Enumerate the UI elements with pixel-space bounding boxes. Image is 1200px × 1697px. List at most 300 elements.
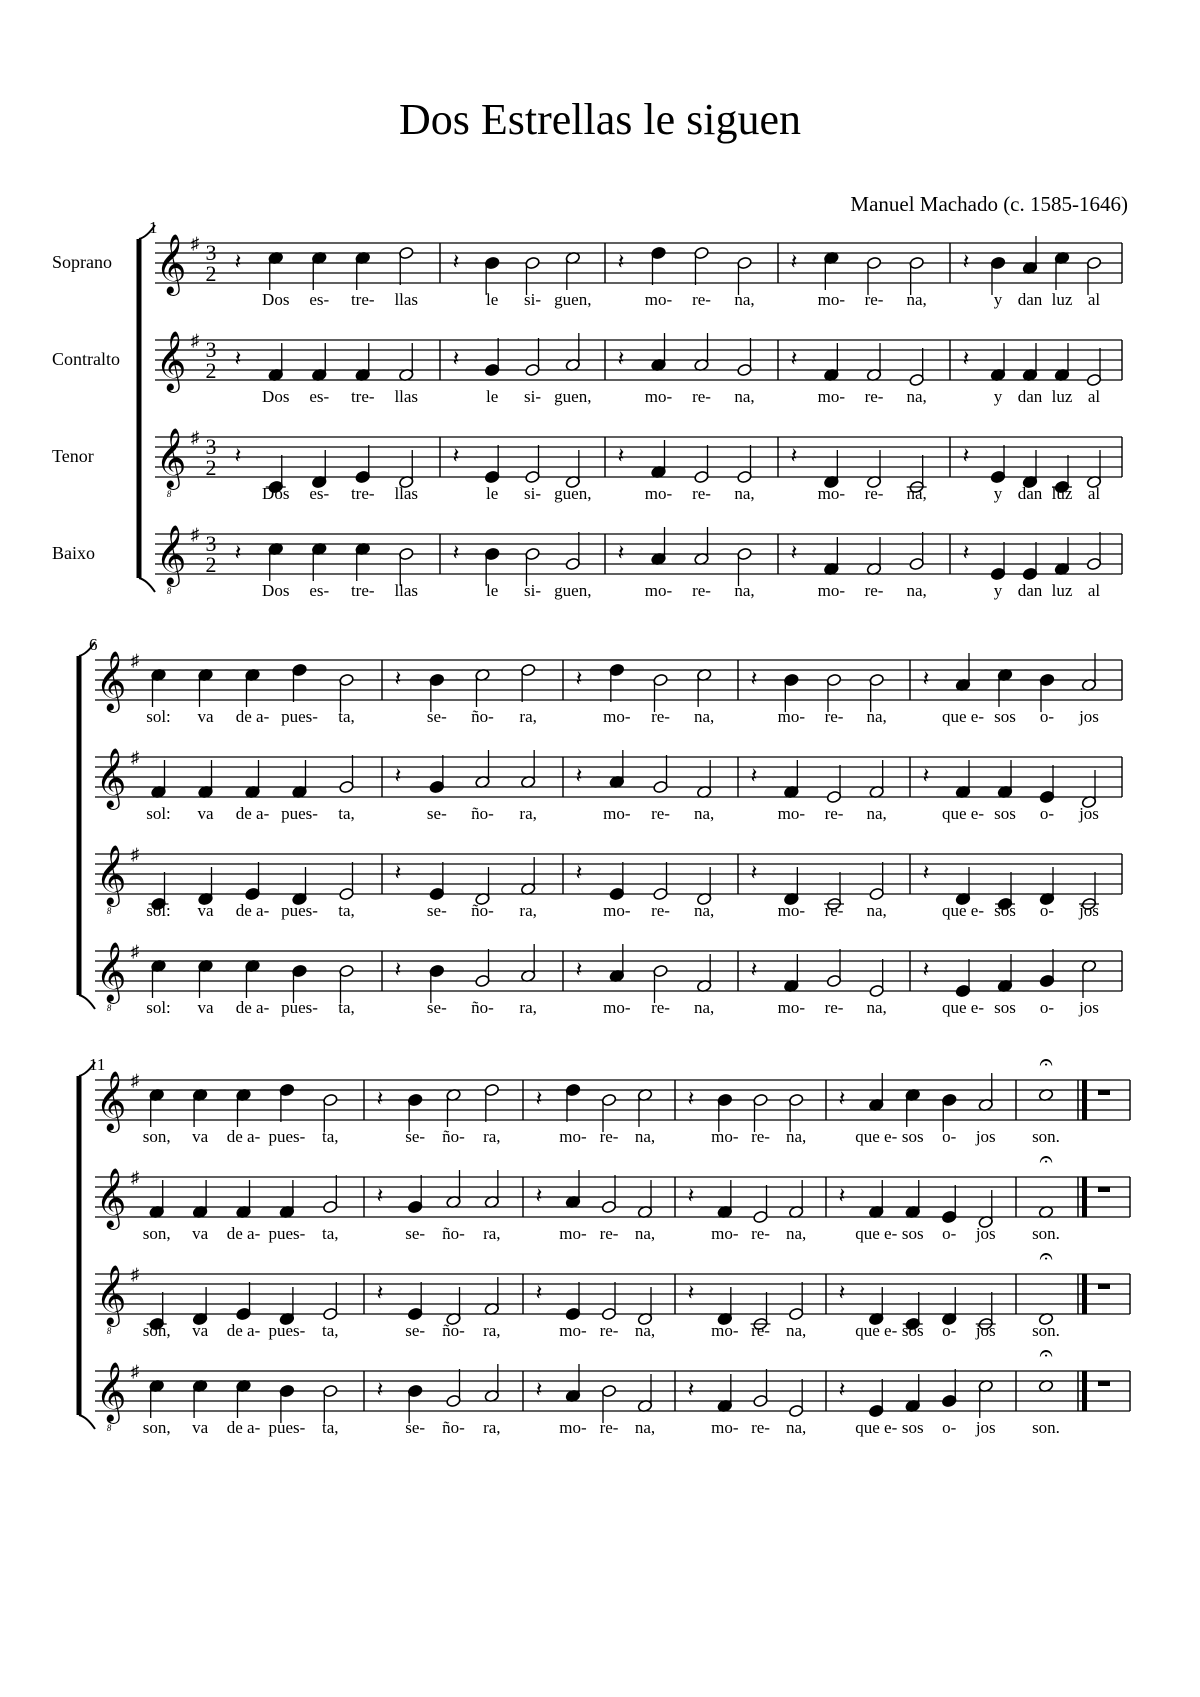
lyric-syllable: re- bbox=[824, 804, 844, 823]
key-signature-sharp-icon: ♯ bbox=[130, 651, 140, 670]
quarter-rest-icon: 𝄽 bbox=[838, 1280, 846, 1305]
lyric-syllable: ta, bbox=[322, 1224, 339, 1243]
voice-name-tenor: Tenor bbox=[52, 446, 94, 466]
lyric-syllable: mo- bbox=[603, 998, 631, 1017]
lyric-syllable: luz bbox=[1051, 484, 1073, 503]
lyric-syllable: sol: bbox=[146, 707, 171, 726]
key-signature-sharp-icon: ♯ bbox=[130, 845, 140, 864]
quarter-rest-icon: 𝄽 bbox=[234, 346, 242, 371]
treble-clef-icon: 𝄞 bbox=[95, 944, 127, 1001]
treble-clef-icon: 𝄞 bbox=[95, 847, 127, 904]
treble-clef-icon: 𝄞 bbox=[95, 1073, 127, 1130]
quarter-rest-icon: 𝄽 bbox=[394, 666, 402, 691]
lyric-syllable: si- bbox=[524, 484, 541, 503]
lyric-syllable: re- bbox=[824, 901, 844, 920]
treble-clef-icon: 𝄞 bbox=[95, 1170, 127, 1227]
lyric-syllable: o- bbox=[1039, 998, 1055, 1017]
lyric-syllable: ta, bbox=[338, 707, 355, 726]
lyric-syllable: guen, bbox=[554, 387, 592, 406]
final-bar-thick bbox=[1082, 1274, 1087, 1314]
lyric-syllable: na, bbox=[694, 901, 715, 920]
lyric-syllable: re- bbox=[692, 484, 711, 503]
lyric-syllable: sos bbox=[901, 1224, 924, 1243]
whole-rest-icon bbox=[1098, 1284, 1110, 1289]
lyric-syllable: sos bbox=[994, 707, 1016, 726]
quarter-rest-icon: 𝄽 bbox=[234, 540, 242, 565]
octave-eight-mark: 8 bbox=[106, 1003, 112, 1013]
quarter-rest-icon: 𝄽 bbox=[922, 860, 930, 885]
lyric-syllable: de a- bbox=[235, 804, 270, 823]
time-signature-top: 3 bbox=[205, 531, 217, 556]
lyric-syllable: ta, bbox=[322, 1127, 339, 1146]
quarter-rest-icon: 𝄽 bbox=[452, 443, 460, 468]
lyric-syllable: na, bbox=[734, 484, 755, 503]
lyric-syllable: pues- bbox=[281, 998, 318, 1017]
lyric-syllable: ra, bbox=[483, 1224, 501, 1243]
treble-clef-icon: 𝄞 bbox=[155, 236, 187, 293]
lyric-syllable: ta, bbox=[322, 1321, 339, 1340]
lyric-syllable: re- bbox=[751, 1224, 770, 1243]
key-signature-sharp-icon: ♯ bbox=[130, 748, 140, 767]
lyric-syllable: se- bbox=[426, 901, 447, 920]
lyric-syllable: re- bbox=[599, 1127, 619, 1146]
lyric-syllable: y bbox=[993, 387, 1003, 406]
lyric-syllable: na, bbox=[906, 387, 927, 406]
lyric-syllable: dan bbox=[1017, 581, 1043, 600]
lyric-syllable: luz bbox=[1051, 387, 1073, 406]
quarter-rest-icon: 𝄽 bbox=[575, 957, 583, 982]
lyric-syllable: sos bbox=[994, 998, 1016, 1017]
lyric-syllable: que e- bbox=[941, 998, 985, 1017]
lyric-syllable: na, bbox=[786, 1127, 807, 1146]
time-signature-bottom: 2 bbox=[205, 261, 217, 286]
quarter-rest-icon: 𝄽 bbox=[617, 540, 625, 565]
key-signature-sharp-icon: ♯ bbox=[130, 1265, 140, 1284]
time-signature-bottom: 2 bbox=[205, 455, 217, 480]
lyric-syllable: le bbox=[486, 290, 499, 309]
quarter-rest-icon: 𝄽 bbox=[962, 249, 970, 274]
quarter-rest-icon: 𝄽 bbox=[790, 346, 798, 371]
lyric-syllable: pues- bbox=[268, 1224, 306, 1243]
composer-credit: Manuel Machado (c. 1585-1646) bbox=[850, 192, 1128, 216]
final-bar-thick bbox=[1082, 1177, 1087, 1217]
time-signature-top: 3 bbox=[205, 434, 217, 459]
quarter-rest-icon: 𝄽 bbox=[922, 666, 930, 691]
lyric-syllable: va bbox=[192, 1224, 209, 1243]
lyric-syllable: que e- bbox=[941, 804, 985, 823]
key-signature-sharp-icon: ♯ bbox=[190, 428, 200, 447]
lyric-syllable: na, bbox=[634, 1127, 656, 1146]
lyric-syllable: se- bbox=[426, 804, 447, 823]
lyric-syllable: mo- bbox=[711, 1224, 739, 1243]
lyric-syllable: re- bbox=[864, 387, 884, 406]
lyric-syllable: mo- bbox=[559, 1418, 587, 1437]
lyric-syllable: ño- bbox=[442, 1224, 465, 1243]
lyric-syllable: mo- bbox=[817, 581, 846, 600]
lyric-syllable: mo- bbox=[603, 901, 631, 920]
lyric-syllable: na, bbox=[694, 804, 715, 823]
lyric-syllable: son. bbox=[1032, 1321, 1060, 1340]
lyric-syllable: son, bbox=[142, 1321, 171, 1340]
lyric-syllable: pues- bbox=[268, 1418, 306, 1437]
lyric-syllable: ño- bbox=[471, 804, 494, 823]
lyric-syllable: que e- bbox=[855, 1418, 898, 1437]
key-signature-sharp-icon: ♯ bbox=[190, 331, 200, 350]
lyric-syllable: al bbox=[1087, 290, 1101, 309]
lyric-syllable: sos bbox=[994, 804, 1016, 823]
lyric-syllable: son. bbox=[1032, 1224, 1060, 1243]
treble-clef-icon: 𝄞 bbox=[155, 333, 187, 390]
lyric-syllable: tre- bbox=[350, 581, 375, 600]
lyric-syllable: guen, bbox=[554, 581, 592, 600]
lyric-syllable: que e- bbox=[855, 1127, 898, 1146]
quarter-rest-icon: 𝄽 bbox=[687, 1183, 695, 1208]
quarter-rest-icon: 𝄽 bbox=[687, 1280, 695, 1305]
lyric-syllable: mo- bbox=[817, 290, 846, 309]
lyric-syllable: mo- bbox=[559, 1224, 587, 1243]
lyric-syllable: jos bbox=[1079, 998, 1099, 1017]
lyric-syllable: re- bbox=[751, 1418, 770, 1437]
lyric-syllable: Dos bbox=[262, 581, 290, 600]
lyric-syllable: y bbox=[993, 290, 1003, 309]
lyric-syllable: se- bbox=[405, 1224, 426, 1243]
lyric-syllable: va bbox=[197, 707, 214, 726]
fermata-icon: 𝄐 bbox=[1039, 1341, 1053, 1367]
measure-number: 1 bbox=[149, 218, 158, 237]
lyric-syllable: ño- bbox=[442, 1418, 465, 1437]
lyric-syllable: ra, bbox=[483, 1321, 501, 1340]
lyric-syllable: na, bbox=[734, 290, 755, 309]
lyric-syllable: Dos bbox=[262, 290, 290, 309]
quarter-rest-icon: 𝄽 bbox=[687, 1377, 695, 1402]
lyric-syllable: de a- bbox=[235, 998, 270, 1017]
lyric-syllable: jos bbox=[1079, 707, 1099, 726]
lyric-syllable: mo- bbox=[644, 581, 673, 600]
quarter-rest-icon: 𝄽 bbox=[962, 443, 970, 468]
lyric-syllable: mo- bbox=[603, 707, 631, 726]
octave-eight-mark: 8 bbox=[106, 906, 112, 916]
lyric-syllable: mo- bbox=[777, 804, 806, 823]
lyric-syllable: mo- bbox=[559, 1321, 587, 1340]
quarter-rest-icon: 𝄽 bbox=[962, 540, 970, 565]
lyric-syllable: le bbox=[486, 581, 499, 600]
quarter-rest-icon: 𝄽 bbox=[535, 1280, 543, 1305]
quarter-rest-icon: 𝄽 bbox=[376, 1086, 384, 1111]
lyric-syllable: se- bbox=[405, 1418, 426, 1437]
lyric-syllable: mo- bbox=[817, 484, 846, 503]
lyric-syllable: sos bbox=[901, 1418, 924, 1437]
lyric-syllable: jos bbox=[975, 1321, 996, 1340]
lyric-syllable: ta, bbox=[322, 1418, 339, 1437]
lyric-syllable: jos bbox=[975, 1127, 996, 1146]
fermata-icon: 𝄐 bbox=[1039, 1147, 1053, 1173]
lyric-syllable: na, bbox=[786, 1321, 807, 1340]
lyric-syllable: ño- bbox=[471, 707, 494, 726]
quarter-rest-icon: 𝄽 bbox=[575, 763, 583, 788]
lyric-syllable: mo- bbox=[777, 998, 806, 1017]
lyric-syllable: o- bbox=[1039, 707, 1055, 726]
lyric-syllable: le bbox=[486, 484, 499, 503]
fermata-icon: 𝄐 bbox=[1039, 1050, 1053, 1076]
quarter-rest-icon: 𝄽 bbox=[922, 957, 930, 982]
quarter-rest-icon: 𝄽 bbox=[535, 1183, 543, 1208]
lyric-syllable: jos bbox=[1079, 901, 1099, 920]
quarter-rest-icon: 𝄽 bbox=[376, 1183, 384, 1208]
lyric-syllable: mo- bbox=[777, 707, 806, 726]
lyric-syllable: es- bbox=[309, 290, 330, 309]
lyric-syllable: sos bbox=[901, 1127, 924, 1146]
quarter-rest-icon: 𝄽 bbox=[838, 1086, 846, 1111]
measure-number: 6 bbox=[89, 635, 98, 654]
score-title: Dos Estrellas le siguen bbox=[398, 95, 802, 144]
lyric-syllable: se- bbox=[426, 707, 447, 726]
lyric-syllable: ta, bbox=[338, 804, 355, 823]
lyric-syllable: na, bbox=[786, 1418, 807, 1437]
lyric-syllable: ta, bbox=[338, 901, 355, 920]
lyric-syllable: llas bbox=[394, 484, 419, 503]
lyric-syllable: ño- bbox=[471, 998, 494, 1017]
lyric-syllable: mo- bbox=[644, 290, 673, 309]
lyric-syllable: pues- bbox=[281, 804, 318, 823]
whole-rest-icon bbox=[1098, 1187, 1110, 1192]
lyric-syllable: re- bbox=[651, 804, 670, 823]
lyric-syllable: es- bbox=[309, 581, 330, 600]
lyric-syllable: son, bbox=[142, 1418, 171, 1437]
lyric-syllable: son. bbox=[1032, 1127, 1060, 1146]
lyric-syllable: dan bbox=[1017, 290, 1043, 309]
lyric-syllable: re- bbox=[651, 707, 670, 726]
lyric-syllable: sol: bbox=[146, 804, 171, 823]
lyric-syllable: son, bbox=[142, 1127, 171, 1146]
lyric-syllable: guen, bbox=[554, 290, 592, 309]
lyric-syllable: o- bbox=[942, 1418, 957, 1437]
treble-clef-icon: 𝄞 bbox=[155, 527, 187, 584]
quarter-rest-icon: 𝄽 bbox=[790, 249, 798, 274]
lyric-syllable: mo- bbox=[777, 901, 806, 920]
lyric-syllable: Dos bbox=[262, 387, 290, 406]
lyric-syllable: ra, bbox=[519, 901, 537, 920]
voice-name-contralto: Contralto bbox=[52, 349, 120, 369]
lyric-syllable: sos bbox=[901, 1321, 924, 1340]
quarter-rest-icon: 𝄽 bbox=[575, 666, 583, 691]
lyric-syllable: jos bbox=[975, 1224, 996, 1243]
lyric-syllable: va bbox=[197, 804, 214, 823]
key-signature-sharp-icon: ♯ bbox=[130, 1071, 140, 1090]
lyric-syllable: pues- bbox=[268, 1321, 306, 1340]
lyric-syllable: mo- bbox=[644, 484, 673, 503]
whole-rest-icon bbox=[1098, 1381, 1110, 1386]
lyric-syllable: ta, bbox=[338, 998, 355, 1017]
lyric-syllable: tre- bbox=[350, 387, 375, 406]
treble-clef-icon: 𝄞 bbox=[95, 1267, 127, 1324]
lyric-syllable: mo- bbox=[711, 1321, 739, 1340]
quarter-rest-icon: 𝄽 bbox=[394, 860, 402, 885]
quarter-rest-icon: 𝄽 bbox=[790, 540, 798, 565]
voice-name-soprano: Soprano bbox=[52, 252, 112, 272]
lyric-syllable: ra, bbox=[519, 804, 537, 823]
lyric-syllable: sol: bbox=[146, 901, 171, 920]
lyric-syllable: pues- bbox=[281, 707, 318, 726]
lyric-syllable: na, bbox=[866, 707, 887, 726]
lyric-syllable: de a- bbox=[226, 1418, 261, 1437]
lyric-syllable: re- bbox=[692, 581, 711, 600]
quarter-rest-icon: 𝄽 bbox=[617, 346, 625, 371]
lyric-syllable: re- bbox=[824, 998, 844, 1017]
lyric-syllable: que e- bbox=[855, 1224, 898, 1243]
lyric-syllable: pues- bbox=[281, 901, 318, 920]
quarter-rest-icon: 𝄽 bbox=[535, 1086, 543, 1111]
lyric-syllable: pues- bbox=[268, 1127, 306, 1146]
lyric-syllable: va bbox=[192, 1418, 209, 1437]
lyric-syllable: na, bbox=[734, 581, 755, 600]
lyric-syllable: si- bbox=[524, 387, 541, 406]
lyric-syllable: jos bbox=[975, 1418, 996, 1437]
lyric-syllable: na, bbox=[866, 804, 887, 823]
lyric-syllable: na, bbox=[906, 581, 927, 600]
quarter-rest-icon: 𝄽 bbox=[838, 1377, 846, 1402]
lyric-syllable: tre- bbox=[350, 290, 375, 309]
quarter-rest-icon: 𝄽 bbox=[922, 763, 930, 788]
lyric-syllable: si- bbox=[524, 581, 541, 600]
quarter-rest-icon: 𝄽 bbox=[750, 957, 758, 982]
key-signature-sharp-icon: ♯ bbox=[190, 525, 200, 544]
lyric-syllable: se- bbox=[405, 1321, 426, 1340]
octave-eight-mark: 8 bbox=[106, 1326, 112, 1336]
lyric-syllable: va bbox=[192, 1321, 209, 1340]
quarter-rest-icon: 𝄽 bbox=[394, 763, 402, 788]
lyric-syllable: mo- bbox=[817, 387, 846, 406]
lyric-syllable: o- bbox=[1039, 901, 1055, 920]
lyric-syllable: al bbox=[1087, 484, 1101, 503]
quarter-rest-icon: 𝄽 bbox=[452, 540, 460, 565]
quarter-rest-icon: 𝄽 bbox=[452, 249, 460, 274]
lyric-syllable: de a- bbox=[235, 901, 270, 920]
lyric-syllable: le bbox=[486, 387, 499, 406]
lyric-syllable: y bbox=[993, 581, 1003, 600]
lyric-syllable: de a- bbox=[226, 1127, 261, 1146]
voice-name-baixo: Baixo bbox=[52, 543, 95, 563]
quarter-rest-icon: 𝄽 bbox=[394, 957, 402, 982]
quarter-rest-icon: 𝄽 bbox=[790, 443, 798, 468]
lyric-syllable: mo- bbox=[559, 1127, 587, 1146]
lyric-syllable: na, bbox=[694, 998, 715, 1017]
lyric-syllable: mo- bbox=[711, 1418, 739, 1437]
lyric-syllable: mo- bbox=[603, 804, 631, 823]
lyric-syllable: re- bbox=[599, 1418, 619, 1437]
quarter-rest-icon: 𝄽 bbox=[575, 860, 583, 885]
lyric-syllable: na, bbox=[906, 484, 927, 503]
octave-eight-mark: 8 bbox=[166, 489, 172, 499]
quarter-rest-icon: 𝄽 bbox=[687, 1086, 695, 1111]
quarter-rest-icon: 𝄽 bbox=[750, 666, 758, 691]
lyric-syllable: ño- bbox=[442, 1127, 465, 1146]
time-signature-top: 3 bbox=[205, 240, 217, 265]
lyric-syllable: ra, bbox=[483, 1127, 501, 1146]
lyric-syllable: y bbox=[993, 484, 1003, 503]
quarter-rest-icon: 𝄽 bbox=[750, 763, 758, 788]
lyric-syllable: jos bbox=[1079, 804, 1099, 823]
lyric-syllable: re- bbox=[864, 290, 884, 309]
lyric-syllable: de a- bbox=[226, 1321, 261, 1340]
time-signature-top: 3 bbox=[205, 337, 217, 362]
lyric-syllable: al bbox=[1087, 387, 1101, 406]
lyric-syllable: na, bbox=[906, 290, 927, 309]
fermata-icon: 𝄐 bbox=[1039, 1244, 1053, 1270]
lyric-syllable: dan bbox=[1017, 387, 1043, 406]
lyric-syllable: llas bbox=[394, 290, 419, 309]
lyric-syllable: re- bbox=[824, 707, 844, 726]
octave-eight-mark: 8 bbox=[166, 586, 172, 596]
lyric-syllable: o- bbox=[942, 1321, 957, 1340]
key-signature-sharp-icon: ♯ bbox=[130, 942, 140, 961]
lyric-syllable: de a- bbox=[226, 1224, 261, 1243]
lyric-syllable: re- bbox=[864, 581, 884, 600]
lyric-syllable: Dos bbox=[262, 484, 290, 503]
treble-clef-icon: 𝄞 bbox=[155, 430, 187, 487]
quarter-rest-icon: 𝄽 bbox=[452, 346, 460, 371]
lyric-syllable: o- bbox=[1039, 804, 1055, 823]
quarter-rest-icon: 𝄽 bbox=[962, 346, 970, 371]
lyric-syllable: ño- bbox=[442, 1321, 465, 1340]
lyric-syllable: na, bbox=[786, 1224, 807, 1243]
lyric-syllable: ra, bbox=[483, 1418, 501, 1437]
lyric-syllable: que e- bbox=[855, 1321, 898, 1340]
octave-eight-mark: 8 bbox=[106, 1423, 112, 1433]
lyric-syllable: re- bbox=[651, 998, 670, 1017]
lyric-syllable: llas bbox=[394, 581, 419, 600]
lyric-syllable: va bbox=[197, 901, 214, 920]
lyric-syllable: re- bbox=[651, 901, 670, 920]
lyric-syllable: va bbox=[192, 1127, 209, 1146]
quarter-rest-icon: 𝄽 bbox=[750, 860, 758, 885]
lyric-syllable: na, bbox=[734, 387, 755, 406]
lyric-syllable: tre- bbox=[350, 484, 375, 503]
key-signature-sharp-icon: ♯ bbox=[190, 234, 200, 253]
quarter-rest-icon: 𝄽 bbox=[234, 443, 242, 468]
lyric-syllable: na, bbox=[694, 707, 715, 726]
lyric-syllable: son, bbox=[142, 1224, 171, 1243]
lyric-syllable: es- bbox=[309, 387, 330, 406]
key-signature-sharp-icon: ♯ bbox=[130, 1168, 140, 1187]
lyric-syllable: na, bbox=[634, 1418, 656, 1437]
time-signature-bottom: 2 bbox=[205, 358, 217, 383]
final-bar-thick bbox=[1082, 1080, 1087, 1120]
lyric-syllable: na, bbox=[634, 1321, 656, 1340]
lyric-syllable: re- bbox=[692, 387, 711, 406]
bracket-bottom-hook bbox=[139, 578, 155, 592]
lyric-syllable: al bbox=[1087, 581, 1101, 600]
lyric-syllable: mo- bbox=[711, 1127, 739, 1146]
lyric-syllable: son. bbox=[1032, 1418, 1060, 1437]
lyric-syllable: llas bbox=[394, 387, 419, 406]
quarter-rest-icon: 𝄽 bbox=[617, 443, 625, 468]
quarter-rest-icon: 𝄽 bbox=[838, 1183, 846, 1208]
final-bar-thick bbox=[1082, 1371, 1087, 1411]
lyric-syllable: re- bbox=[692, 290, 711, 309]
lyric-syllable: re- bbox=[864, 484, 884, 503]
lyric-syllable: se- bbox=[405, 1127, 426, 1146]
lyric-syllable: guen, bbox=[554, 484, 592, 503]
lyric-syllable: na, bbox=[866, 901, 887, 920]
lyric-syllable: re- bbox=[751, 1127, 770, 1146]
lyric-syllable: va bbox=[197, 998, 214, 1017]
quarter-rest-icon: 𝄽 bbox=[234, 249, 242, 274]
lyric-syllable: ra, bbox=[519, 998, 537, 1017]
treble-clef-icon: 𝄞 bbox=[95, 750, 127, 807]
lyric-syllable: es- bbox=[309, 484, 330, 503]
lyric-syllable: si- bbox=[524, 290, 541, 309]
lyric-syllable: na, bbox=[634, 1224, 656, 1243]
